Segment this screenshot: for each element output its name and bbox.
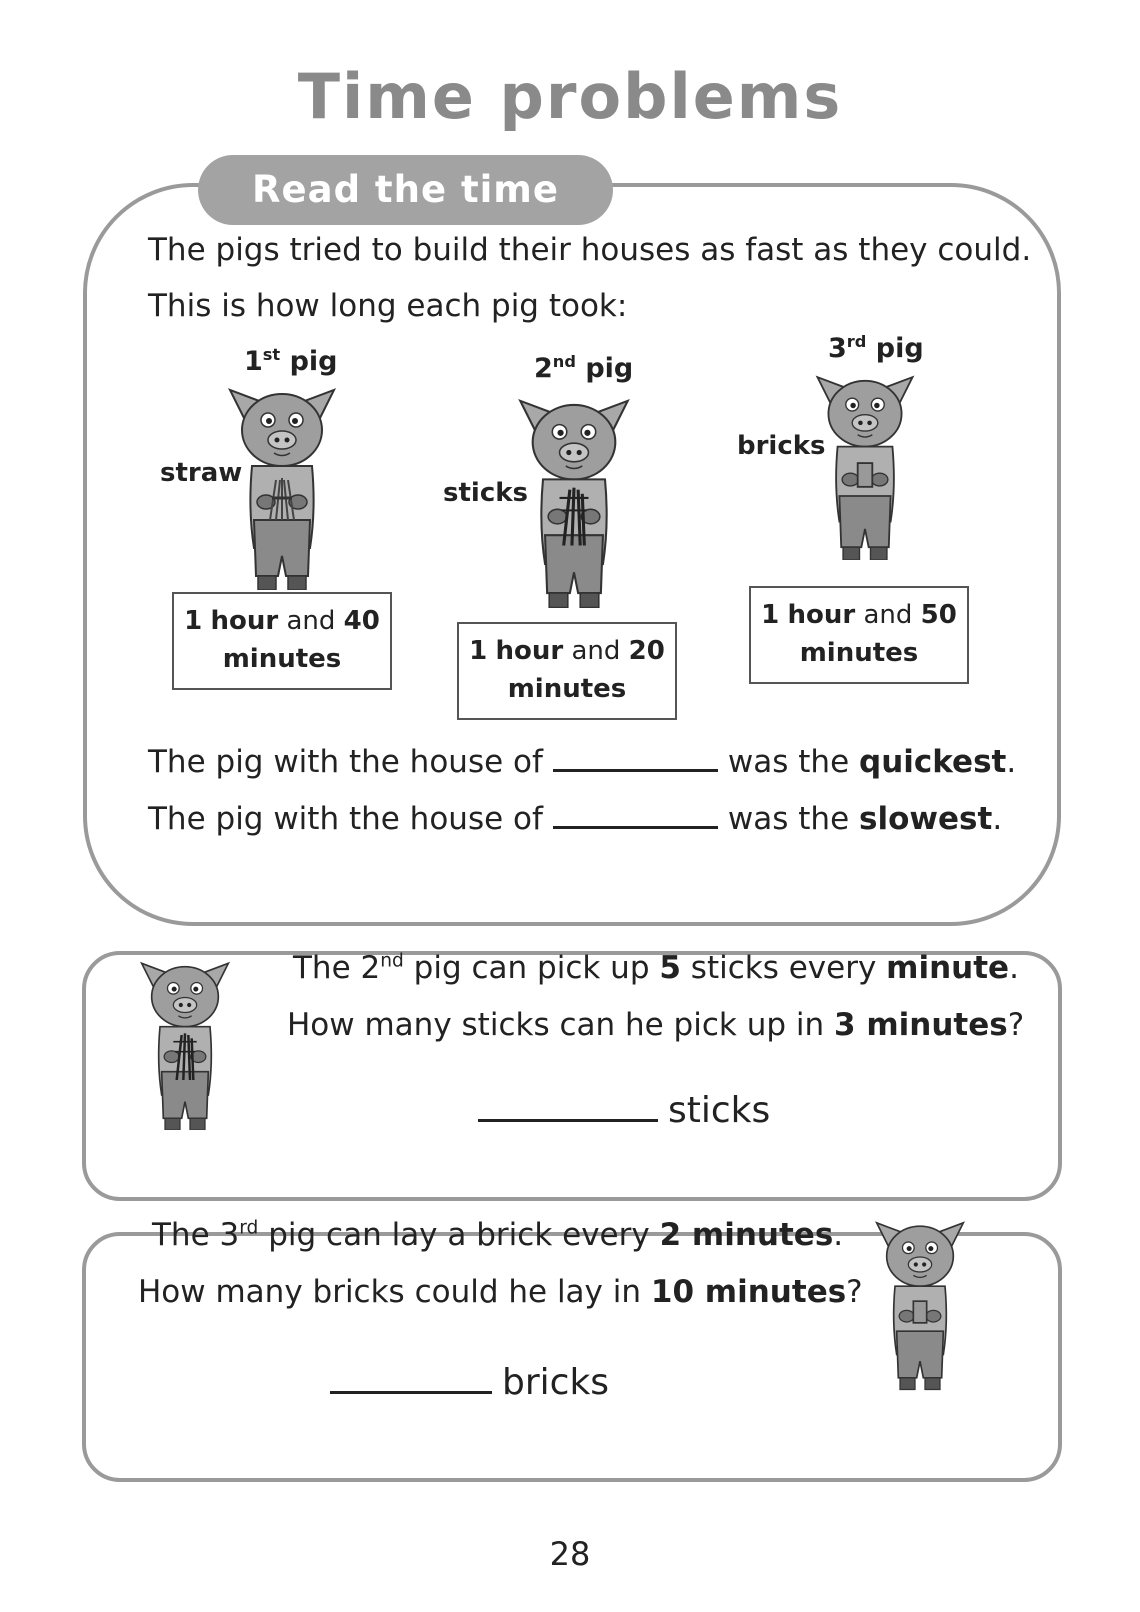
intro-line-2: This is how long each pig took:	[148, 288, 628, 324]
pig-2-material: sticks	[443, 478, 528, 508]
pig-3-label: 3rd pig	[828, 332, 924, 364]
pig-3-small-image	[870, 1212, 970, 1392]
problem-2-line-1: The 2nd pig can pick up 5 sticks every minute.	[293, 950, 1019, 986]
pig-2-image	[512, 390, 636, 608]
answer-blank-bricks[interactable]	[330, 1390, 492, 1394]
problem-2-line-2: How many sticks can he pick up in 3 minutes?	[287, 1007, 1025, 1043]
brick-icon	[858, 463, 873, 487]
problem-2-answer: sticks	[478, 1090, 770, 1131]
answer-blank-slowest[interactable]	[553, 825, 718, 829]
section-pill: Read the time	[198, 155, 613, 225]
problem-3-line-2: How many bricks could he lay in 10 minutes?	[138, 1274, 863, 1310]
brick-icon	[913, 1301, 926, 1323]
pig-3-time-box: 1 hour and 50 minutes	[749, 586, 969, 684]
answer-blank-quickest[interactable]	[553, 768, 718, 772]
pig-1-material: straw	[160, 458, 243, 488]
pig-2-small-image	[135, 955, 235, 1130]
pig-2-label: 2nd pig	[534, 352, 634, 384]
pig-1-label: 1st pig	[244, 345, 338, 377]
answer-blank-sticks[interactable]	[478, 1118, 658, 1122]
pig-1-time-box: 1 hour and 40 minutes	[172, 592, 392, 690]
problem-3-line-1: The 3rd pig can lay a brick every 2 minutes.	[152, 1217, 844, 1253]
problem-3-answer: bricks	[330, 1362, 609, 1403]
question-slowest: The pig with the house of was the slowest.	[148, 801, 1003, 837]
pig-2-time-box: 1 hour and 20 minutes	[457, 622, 677, 720]
page-title: Time problems	[297, 60, 843, 133]
question-quickest: The pig with the house of was the quickest.	[148, 744, 1017, 780]
pig-3-material: bricks	[737, 431, 826, 461]
pig-3-image	[810, 368, 920, 560]
page-number: 28	[549, 1535, 591, 1573]
intro-line-1: The pigs tried to build their houses as fast as they could.	[148, 232, 1032, 268]
